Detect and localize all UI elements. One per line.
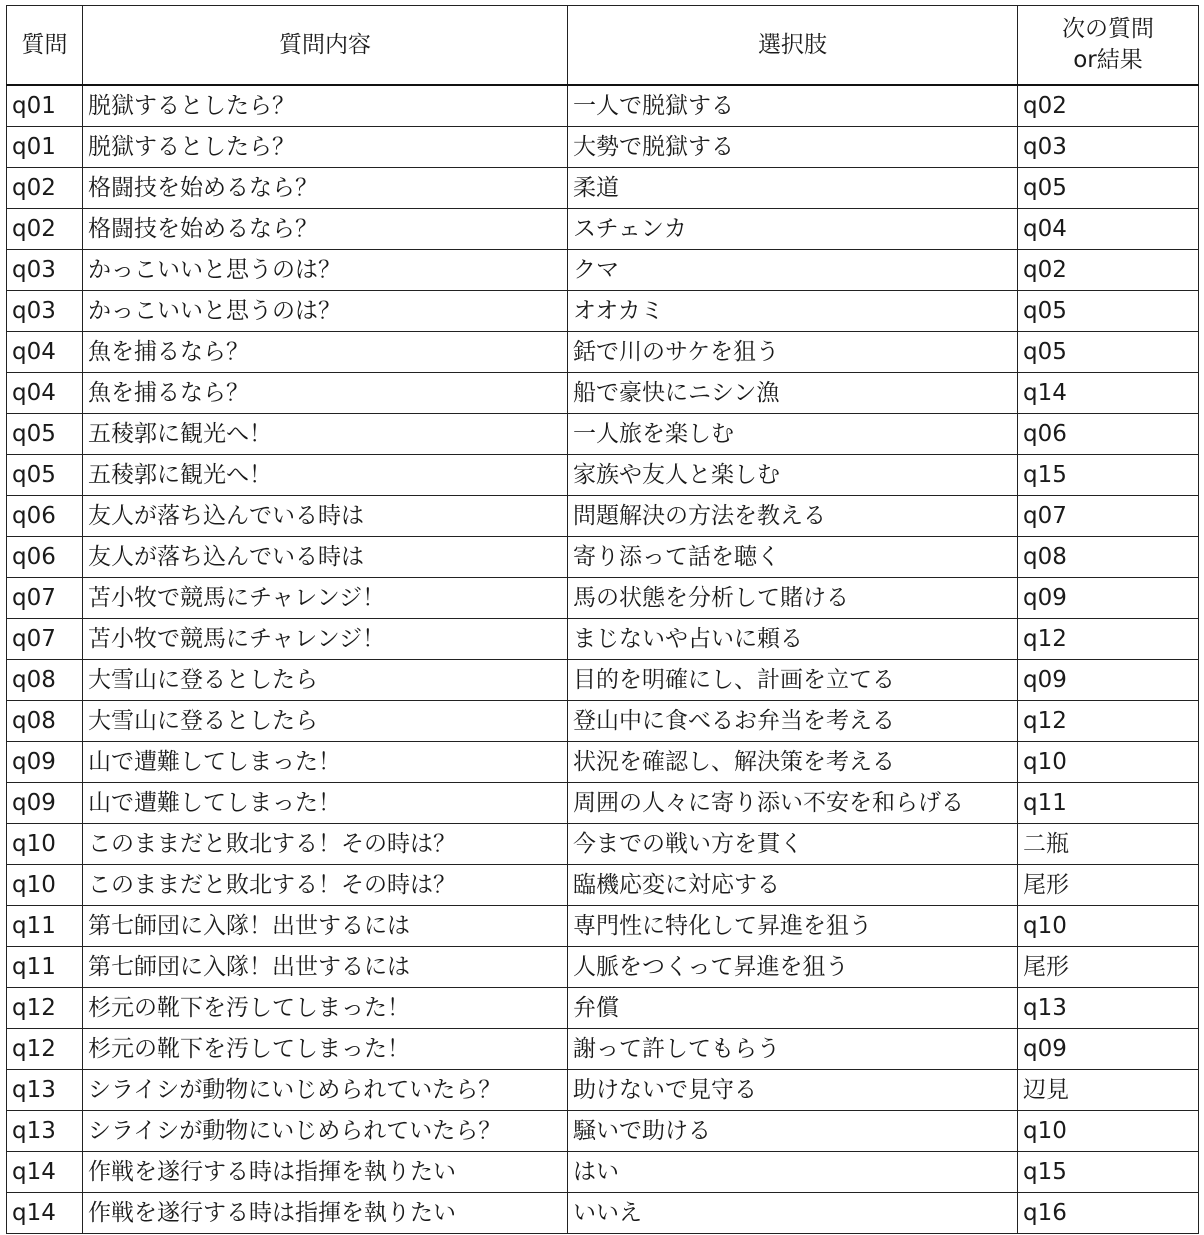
- cell-question-id: q09: [7, 742, 83, 783]
- table-row: [7, 783, 1199, 824]
- cell-question-id: q04: [7, 332, 83, 373]
- cell-content: 脱獄するとしたら？: [83, 85, 568, 127]
- header-next-line1: 次の質問: [1062, 16, 1154, 42]
- cell-content: シライシが動物にいじめられていたら？: [83, 1070, 568, 1111]
- cell-next: q15: [1018, 1152, 1199, 1193]
- table-row: [7, 291, 1199, 332]
- cell-next: q09: [1018, 578, 1199, 619]
- cell-question-id: q06: [7, 537, 83, 578]
- cell-content: 友人が落ち込んでいる時は: [83, 537, 568, 578]
- cell-content: このままだと敗北する！その時は？: [83, 865, 568, 906]
- cell-question-id: q01: [7, 127, 83, 168]
- cell-question-id: q13: [7, 1111, 83, 1152]
- table-row: [7, 578, 1199, 619]
- cell-question-id: q12: [7, 988, 83, 1029]
- cell-next: q05: [1018, 168, 1199, 209]
- cell-next: q13: [1018, 988, 1199, 1029]
- table-row: [7, 209, 1199, 250]
- cell-choice: 助けないで見守る: [568, 1070, 1018, 1111]
- cell-question-id: q09: [7, 783, 83, 824]
- cell-question-id: q04: [7, 373, 83, 414]
- cell-choice: 弁償: [568, 988, 1018, 1029]
- cell-content: このままだと敗北する！その時は？: [83, 824, 568, 865]
- table-row: [7, 127, 1199, 168]
- table-row: [7, 1070, 1199, 1111]
- cell-question-id: q02: [7, 209, 83, 250]
- cell-question-id: q11: [7, 906, 83, 947]
- table-row: [7, 332, 1199, 373]
- cell-choice: はい: [568, 1152, 1018, 1193]
- table-row: [7, 906, 1199, 947]
- cell-content: 友人が落ち込んでいる時は: [83, 496, 568, 537]
- cell-question-id: q03: [7, 291, 83, 332]
- cell-content: かっこいいと思うのは？: [83, 250, 568, 291]
- table-row: [7, 168, 1199, 209]
- cell-content: 杉元の靴下を汚してしまった！: [83, 988, 568, 1029]
- cell-next: q08: [1018, 537, 1199, 578]
- table-row: [7, 660, 1199, 701]
- cell-question-id: q14: [7, 1193, 83, 1234]
- cell-next: 尾形: [1018, 947, 1199, 988]
- cell-choice: 一人旅を楽しむ: [568, 414, 1018, 455]
- cell-choice: 謝って許してもらう: [568, 1029, 1018, 1070]
- cell-next: q04: [1018, 209, 1199, 250]
- cell-next: q06: [1018, 414, 1199, 455]
- table-row: [7, 250, 1199, 291]
- cell-choice: 船で豪快にニシン漁: [568, 373, 1018, 414]
- cell-question-id: q11: [7, 947, 83, 988]
- cell-next: q02: [1018, 85, 1199, 127]
- cell-question-id: q02: [7, 168, 83, 209]
- table-row: [7, 373, 1199, 414]
- cell-content: 脱獄するとしたら？: [83, 127, 568, 168]
- cell-choice: 馬の状態を分析して賭ける: [568, 578, 1018, 619]
- cell-choice: 柔道: [568, 168, 1018, 209]
- cell-next: q09: [1018, 1029, 1199, 1070]
- cell-next: q14: [1018, 373, 1199, 414]
- cell-next: q12: [1018, 701, 1199, 742]
- cell-choice: 臨機応変に対応する: [568, 865, 1018, 906]
- cell-next: q03: [1018, 127, 1199, 168]
- cell-question-id: q05: [7, 455, 83, 496]
- table-row: [7, 455, 1199, 496]
- cell-question-id: q05: [7, 414, 83, 455]
- cell-choice: オオカミ: [568, 291, 1018, 332]
- cell-choice: 問題解決の方法を教える: [568, 496, 1018, 537]
- cell-next: q02: [1018, 250, 1199, 291]
- cell-content: 杉元の靴下を汚してしまった！: [83, 1029, 568, 1070]
- cell-next: q05: [1018, 332, 1199, 373]
- table-row: [7, 988, 1199, 1029]
- cell-choice: まじないや占いに頼る: [568, 619, 1018, 660]
- cell-content: 作戦を遂行する時は指揮を執りたい: [83, 1152, 568, 1193]
- header-next-line2: or結果: [1073, 47, 1143, 73]
- cell-question-id: q07: [7, 619, 83, 660]
- cell-choice: 目的を明確にし、計画を立てる: [568, 660, 1018, 701]
- cell-choice: 周囲の人々に寄り添い不安を和らげる: [568, 783, 1018, 824]
- cell-choice: クマ: [568, 250, 1018, 291]
- cell-choice: 銛で川のサケを狙う: [568, 332, 1018, 373]
- cell-question-id: q10: [7, 865, 83, 906]
- cell-question-id: q10: [7, 824, 83, 865]
- cell-next: q10: [1018, 1111, 1199, 1152]
- table-row: [7, 1029, 1199, 1070]
- cell-next: q10: [1018, 906, 1199, 947]
- cell-choice: 状況を確認し、解決策を考える: [568, 742, 1018, 783]
- table-row: [7, 824, 1199, 865]
- cell-question-id: q08: [7, 701, 83, 742]
- cell-question-id: q14: [7, 1152, 83, 1193]
- cell-choice: 登山中に食べるお弁当を考える: [568, 701, 1018, 742]
- header-question: 質問: [7, 6, 83, 86]
- cell-content: かっこいいと思うのは？: [83, 291, 568, 332]
- cell-content: 山で遭難してしまった！: [83, 742, 568, 783]
- table-row: [7, 619, 1199, 660]
- cell-choice: 一人で脱獄する: [568, 85, 1018, 127]
- cell-content: 作戦を遂行する時は指揮を執りたい: [83, 1193, 568, 1234]
- cell-question-id: q01: [7, 85, 83, 127]
- table-row: [7, 414, 1199, 455]
- cell-choice: 寄り添って話を聴く: [568, 537, 1018, 578]
- cell-content: 第七師団に入隊！出世するには: [83, 906, 568, 947]
- cell-question-id: q12: [7, 1029, 83, 1070]
- table-row: [7, 85, 1199, 127]
- cell-choice: 今までの戦い方を貫く: [568, 824, 1018, 865]
- table-row: [7, 947, 1199, 988]
- cell-choice: 専門性に特化して昇進を狙う: [568, 906, 1018, 947]
- cell-content: 大雪山に登るとしたら: [83, 660, 568, 701]
- cell-content: 魚を捕るなら？: [83, 332, 568, 373]
- cell-content: 苫小牧で競馬にチャレンジ！: [83, 578, 568, 619]
- table-row: [7, 1111, 1199, 1152]
- table-body: [7, 85, 1199, 1234]
- question-table: [6, 5, 1199, 1234]
- cell-next: 尾形: [1018, 865, 1199, 906]
- header-choice: 選択肢: [568, 6, 1018, 86]
- cell-next: q05: [1018, 291, 1199, 332]
- table-row: [7, 701, 1199, 742]
- cell-next: 二瓶: [1018, 824, 1199, 865]
- cell-content: 五稜郭に観光へ！: [83, 455, 568, 496]
- table-row: [7, 865, 1199, 906]
- cell-question-id: q08: [7, 660, 83, 701]
- cell-next: q11: [1018, 783, 1199, 824]
- cell-choice: 人脈をつくって昇進を狙う: [568, 947, 1018, 988]
- table-row: [7, 496, 1199, 537]
- cell-choice: スチェンカ: [568, 209, 1018, 250]
- cell-content: 第七師団に入隊！出世するには: [83, 947, 568, 988]
- cell-choice: いいえ: [568, 1193, 1018, 1234]
- cell-next: q07: [1018, 496, 1199, 537]
- header-row: [7, 6, 1199, 86]
- table-row: [7, 742, 1199, 783]
- cell-question-id: q06: [7, 496, 83, 537]
- cell-content: 苫小牧で競馬にチャレンジ！: [83, 619, 568, 660]
- cell-next: q15: [1018, 455, 1199, 496]
- table-header: [7, 6, 1199, 86]
- cell-next: q10: [1018, 742, 1199, 783]
- table-row: [7, 537, 1199, 578]
- cell-question-id: q07: [7, 578, 83, 619]
- cell-content: 魚を捕るなら？: [83, 373, 568, 414]
- cell-next: 辺見: [1018, 1070, 1199, 1111]
- cell-content: 格闘技を始めるなら？: [83, 168, 568, 209]
- table-row: [7, 1193, 1199, 1234]
- cell-choice: 騒いで助ける: [568, 1111, 1018, 1152]
- cell-question-id: q03: [7, 250, 83, 291]
- cell-content: 山で遭難してしまった！: [83, 783, 568, 824]
- cell-choice: 家族や友人と楽しむ: [568, 455, 1018, 496]
- cell-content: 五稜郭に観光へ！: [83, 414, 568, 455]
- cell-next: q12: [1018, 619, 1199, 660]
- cell-content: シライシが動物にいじめられていたら？: [83, 1111, 568, 1152]
- cell-content: 格闘技を始めるなら？: [83, 209, 568, 250]
- cell-next: q09: [1018, 660, 1199, 701]
- cell-next: q16: [1018, 1193, 1199, 1234]
- header-next: [1018, 6, 1199, 86]
- cell-choice: 大勢で脱獄する: [568, 127, 1018, 168]
- cell-question-id: q13: [7, 1070, 83, 1111]
- table-row: [7, 1152, 1199, 1193]
- cell-content: 大雪山に登るとしたら: [83, 701, 568, 742]
- header-content: 質問内容: [83, 6, 568, 86]
